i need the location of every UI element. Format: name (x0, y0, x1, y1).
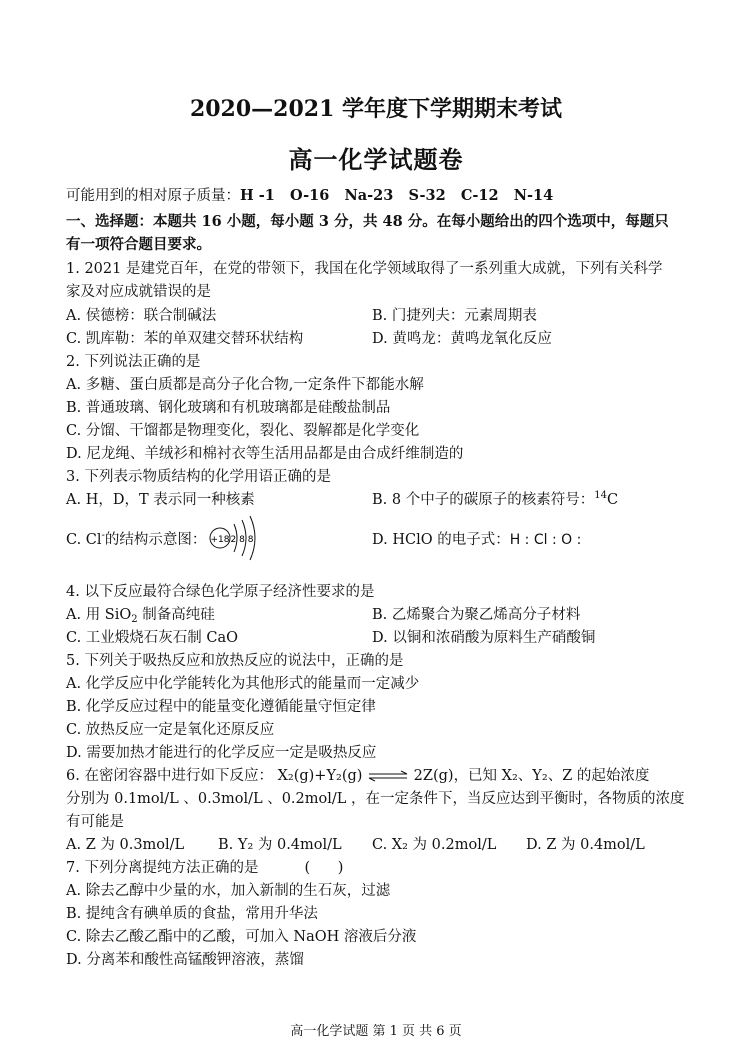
q3-option-b-text: B. 8 个中子的碳原子的核素符号： (372, 492, 595, 508)
q3-stem: 3. 下列表示物质结构的化学用语正确的是 (66, 469, 331, 485)
q4-option-a-sub: 2 (131, 614, 138, 625)
q3-option-b-symbol: C (606, 492, 619, 508)
q6-reaction-right: 2Z(g) (413, 768, 454, 784)
q5-option-d: D. 需要加热才能进行的化学反应一定是吸热反应 (66, 745, 377, 761)
page-footer: 高一化学试题 第 1 页 共 6 页 (290, 1024, 462, 1039)
q6-stem-line2: 分别为 0.1mol/L 、0.3mol/L 、0.2mol/L ，在一定条件下，当反应达到平衡时，各物质的浓度 (66, 791, 685, 807)
q4-option-d: D. 以铜和浓硝酸为原料生产硝酸铜 (372, 630, 596, 646)
nucleus-charge: +18 (210, 535, 230, 545)
q5-option-a: A. 化学反应中化学能转化为其他形式的能量而一定减少 (66, 676, 420, 692)
q1-stem-line2: 家及对应成就错误的是 (66, 284, 211, 300)
q2-option-a: A. 多糖、蛋白质都是高分子化合物,一定条件下都能水解 (66, 377, 424, 393)
q2-stem: 2. 下列说法正确的是 (66, 354, 201, 370)
q6-stem-post: ，已知 X₂、Y₂、Z 的起始浓度 (453, 768, 650, 784)
chloride-ion-structure-diagram (204, 514, 266, 562)
q1-option-c: C. 凯库勒：苯的单双建交替环状结构 (66, 331, 304, 347)
q4-option-b: B. 乙烯聚合为聚乙烯高分子材料 (372, 607, 581, 623)
equilibrium-arrow-icon (367, 770, 409, 782)
q7-option-d: D. 分离苯和酸性高锰酸钾溶液，蒸馏 (66, 952, 304, 968)
q3-option-c-charge: - (101, 530, 105, 541)
hclo-electron-formula: H : Cl : O : (509, 532, 582, 548)
section1-heading-line2: 有一项符合题目要求。 (66, 236, 211, 253)
q4-option-a-pre: A. 用 SiO (66, 607, 132, 623)
q1-stem-line1: 1. 2021 是建党百年，在党的带领下，我国在化学领域取得了一系列重大成就，下列有关科学 (66, 261, 663, 277)
q6-option-c: C. X₂ 为 0.2mol/L (372, 837, 497, 853)
q3-option-c-post: 的结构示意图： (104, 532, 207, 548)
q7-option-c: C. 除去乙酸乙酯中的乙酸，可加入 NaOH 溶液后分液 (66, 929, 417, 945)
q5-option-b: B. 化学反应过程中的能量变化遵循能量守恒定律 (66, 699, 376, 715)
q1-option-a: A. 侯德榜：联合制碱法 (66, 308, 217, 324)
q1-option-d: D. 黄鸣龙：黄鸣龙氧化反应 (372, 331, 552, 347)
q6-option-d: D. Z 为 0.4mol/L (526, 837, 645, 853)
q3-option-b-mass-number: 14 (594, 490, 607, 501)
exam-subtitle: 高一化学试题卷 (288, 145, 464, 174)
atomic-mass-prefix: 可能用到的相对原子质量： (66, 188, 240, 204)
q3-option-c (66, 528, 206, 549)
q6-stem-line3: 有可能是 (66, 814, 124, 830)
q4-option-c: C. 工业煅烧石灰石制 CaO (66, 630, 239, 646)
q3-option-b (372, 488, 618, 509)
q3-option-c-pre: C. Cl (66, 532, 102, 548)
q4-option-a (66, 603, 215, 625)
q5-option-c: C. 放热反应一定是氧化还原反应 (66, 722, 275, 738)
exam-title: 2020—2021 学年度下学期期末考试 (189, 96, 563, 122)
q4-option-a-post: 制备高纯硅 (137, 607, 215, 623)
q6-stem-pre: 6. 在密闭容器中进行如下反应： (66, 768, 273, 784)
q1-option-b: B. 门捷列夫：元素周期表 (372, 308, 537, 324)
q6-reaction-left: X₂(g)+Y₂(g) (277, 768, 363, 784)
atomic-mass-line (66, 184, 553, 205)
q3-option-d-text: D. HClO 的电子式： (372, 532, 510, 548)
q6-option-a: A. Z 为 0.3mol/L (66, 837, 185, 853)
atomic-mass-values: H -1 O-16 Na-23 S-32 C-12 N-14 (240, 187, 554, 204)
q2-option-c: C. 分馏、干馏都是物理变化，裂化、裂解都是化学变化 (66, 423, 420, 439)
q7-option-a: A. 除去乙醇中少量的水，加入新制的生石灰，过滤 (66, 883, 391, 899)
q2-option-b: B. 普通玻璃、钢化玻璃和有机玻璃都是硅酸盐制品 (66, 400, 391, 416)
q7-answer-blank: ( ) (304, 860, 344, 876)
q6-stem-line1 (66, 764, 649, 785)
q7-stem-line (66, 856, 343, 877)
q5-stem: 5. 下列关于吸热反应和放热反应的说法中，正确的是 (66, 653, 404, 669)
q2-option-d: D. 尼龙绳、羊绒衫和棉衬衣等生活用品都是由合成纤维制造的 (66, 446, 464, 462)
q3-option-d (372, 528, 581, 549)
section1-heading-line1: 一、选择题：本题共 16 小题，每小题 3 分，共 48 分。在每小题给出的四个选项中，每题只 (66, 213, 669, 230)
q7-option-b: B. 提纯含有碘单质的食盐，常用升华法 (66, 906, 318, 922)
q3-option-a: A. H，D，T 表示同一种核素 (66, 492, 255, 508)
q4-stem: 4. 以下反应最符合绿色化学原子经济性要求的是 (66, 584, 375, 600)
electron-shells: 2 8 8 (230, 535, 254, 545)
q7-stem: 7. 下列分离提纯方法正确的是 (66, 860, 259, 876)
q6-option-b: B. Y₂ 为 0.4mol/L (218, 837, 342, 853)
